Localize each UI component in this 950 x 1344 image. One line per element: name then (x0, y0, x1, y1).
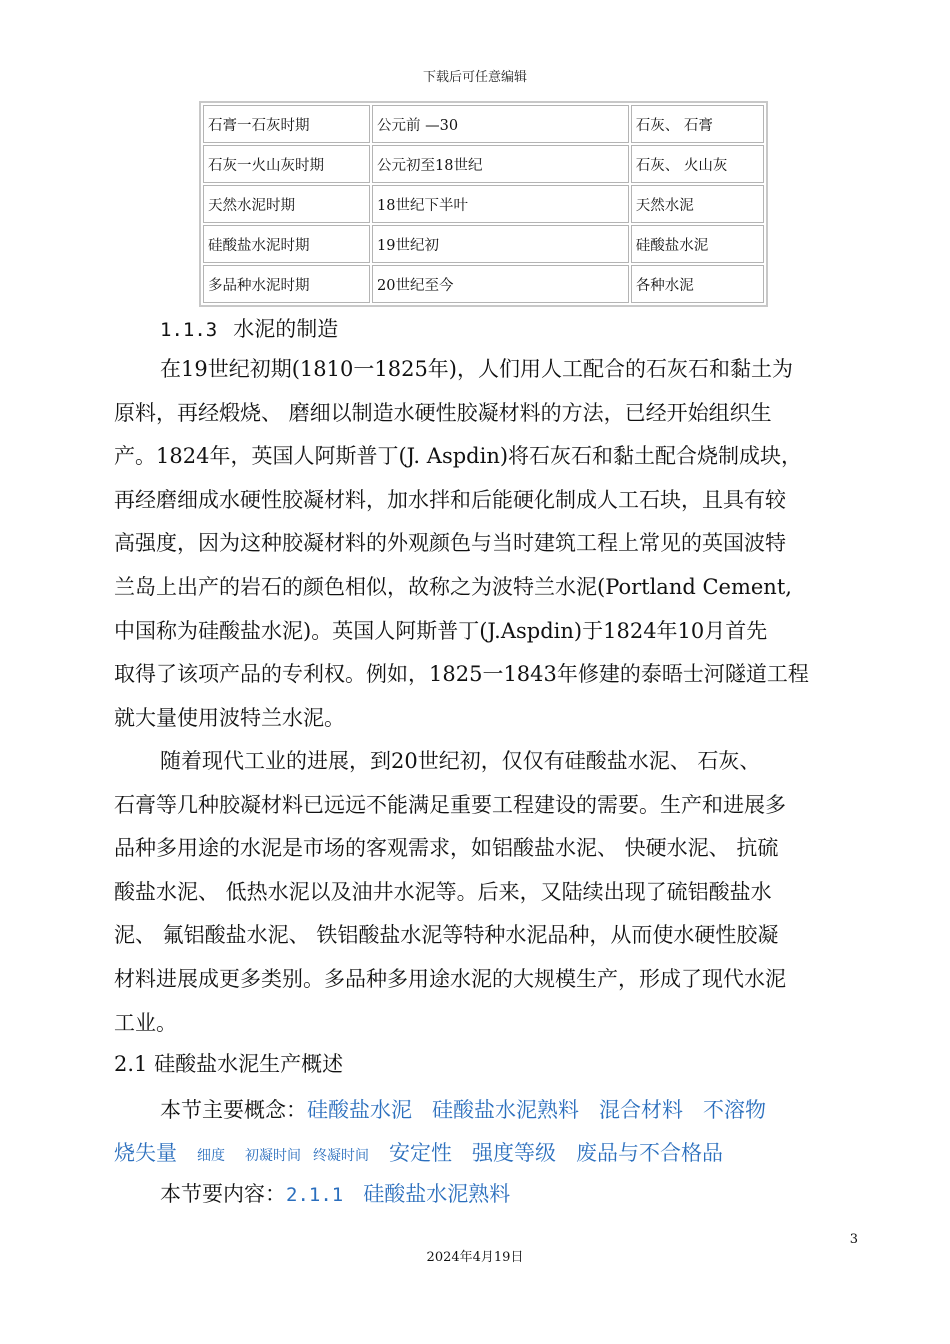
table-cell: 多品种水泥时期 (203, 265, 370, 303)
paragraph-line: 酸盐水泥、 低热水泥以及油井水泥等。后来，又陆续出现了硫铝酸盐水 (114, 879, 772, 904)
paragraph-line: 取得了该项产品的专利权。例如，1825一1843年修建的泰晤士河隧道工程 (114, 662, 809, 687)
concept-link[interactable]: 硅酸盐水泥熟料 (432, 1098, 579, 1122)
paragraph-line: 再经磨细成水硬性胶凝材料，加水拌和后能硬化制成人工石块，且具有较 (114, 487, 786, 512)
section-content-line (160, 1177, 510, 1212)
paragraph-line: 在19世纪初期(1810一1825年)，人们用人工配合的石灰石和黏土为 (160, 357, 793, 381)
table-cell: 硅酸盐水泥时期 (203, 225, 370, 263)
table-cell: 天然水泥 (631, 185, 764, 223)
table-cell: 石灰一火山灰时期 (203, 145, 370, 183)
paragraph-industry (114, 740, 859, 1045)
paragraph-line: 品种多用途的水泥是市场的客观需求，如铝酸盐水泥、 快硬水泥、 抗硫 (114, 836, 779, 861)
section-title: 水泥的制造 (233, 317, 339, 341)
table-cell: 公元前 —30 (372, 105, 629, 143)
section-heading-21: 2.1 硅酸盐水泥生产概述 (114, 1052, 344, 1076)
table-cell: 石灰、 火山灰 (631, 145, 764, 183)
paragraph-line: 高强度，因为这种胶凝材料的外观颜色与当时建筑工程上常见的英国波特 (114, 531, 786, 556)
concept-link[interactable]: 硅酸盐水泥 (307, 1098, 412, 1122)
page-header: 下载后可任意编辑 (422, 70, 527, 85)
content-link-number[interactable]: 2.1.1 (286, 1184, 344, 1206)
concept-link[interactable]: 终凝时间 (313, 1148, 369, 1164)
table-cell: 硅酸盐水泥 (631, 225, 764, 263)
concepts-block (114, 1089, 859, 1178)
history-table (199, 101, 768, 307)
paragraph-line: 产。1824年，英国人阿斯普丁(J. Aspdin)将石灰石和黏土配合烧制成块， (114, 444, 803, 469)
table-cell: 石灰、 石膏 (631, 105, 764, 143)
table-cell: 天然水泥时期 (203, 185, 370, 223)
paragraph-manufacture (114, 348, 859, 740)
section-heading-113 (160, 312, 338, 347)
paragraph-line: 材料进展成更多类别。多品种多用途水泥的大规模生产，形成了现代水泥 (114, 966, 786, 991)
paragraph-line: 原料，再经煅烧、 磨细以制造水硬性胶凝材料的方法，已经开始组织生 (114, 400, 772, 425)
page-footer-date: 2024年4月19日 (426, 1250, 524, 1265)
paragraph-line: 兰岛上出产的岩石的颜色相似，故称之为波特兰水泥(Portland Cement, (114, 574, 792, 599)
paragraph-line: 中国称为硅酸盐水泥)。英国人阿斯普丁(J.Aspdin)于1824年10月首先 (114, 618, 768, 643)
table-row (203, 225, 764, 263)
concept-link[interactable]: 安定性 (389, 1141, 452, 1165)
content-label: 本节要内容： (160, 1182, 286, 1206)
table-cell: 石膏一石灰时期 (203, 105, 370, 143)
concept-link[interactable]: 烧失量 (114, 1141, 177, 1165)
paragraph-line: 泥、 氟铝酸盐水泥、 铁铝酸盐水泥等特种水泥品种，从而使水硬性胶凝 (114, 923, 779, 948)
concepts-label: 本节主要概念： (160, 1098, 307, 1122)
table-row (203, 185, 764, 223)
content-link-title[interactable]: 硅酸盐水泥熟料 (363, 1182, 511, 1206)
paragraph-line: 石膏等几种胶凝材料已远远不能满足重要工程建设的需要。生产和进展多 (114, 792, 786, 817)
table-row (203, 105, 764, 143)
section-number: 1.1.3 (160, 319, 218, 341)
table-cell: 18世纪下半叶 (372, 185, 629, 223)
concept-link[interactable]: 细度 (197, 1148, 225, 1164)
table-cell: 各种水泥 (631, 265, 764, 303)
table-cell: 20世纪至今 (372, 265, 629, 303)
concept-link[interactable]: 混合材料 (599, 1098, 683, 1122)
concept-link[interactable]: 初凝时间 (245, 1148, 301, 1164)
table-cell: 19世纪初 (372, 225, 629, 263)
page-number: 3 (849, 1232, 858, 1247)
table-row (203, 265, 764, 303)
table-row (203, 145, 764, 183)
concepts-line (114, 1089, 859, 1132)
table-cell: 公元初至18世纪 (372, 145, 629, 183)
concept-link[interactable]: 废品与不合格品 (576, 1141, 723, 1165)
paragraph-line: 随着现代工业的进展，到20世纪初，仅仅有硅酸盐水泥、 石灰、 (160, 749, 761, 773)
concepts-line (114, 1132, 859, 1178)
concept-link[interactable]: 强度等级 (472, 1141, 556, 1165)
concept-link[interactable]: 不溶物 (703, 1098, 766, 1122)
paragraph-line: 工业。 (114, 1010, 177, 1035)
paragraph-line: 就大量使用波特兰水泥。 (114, 705, 345, 730)
